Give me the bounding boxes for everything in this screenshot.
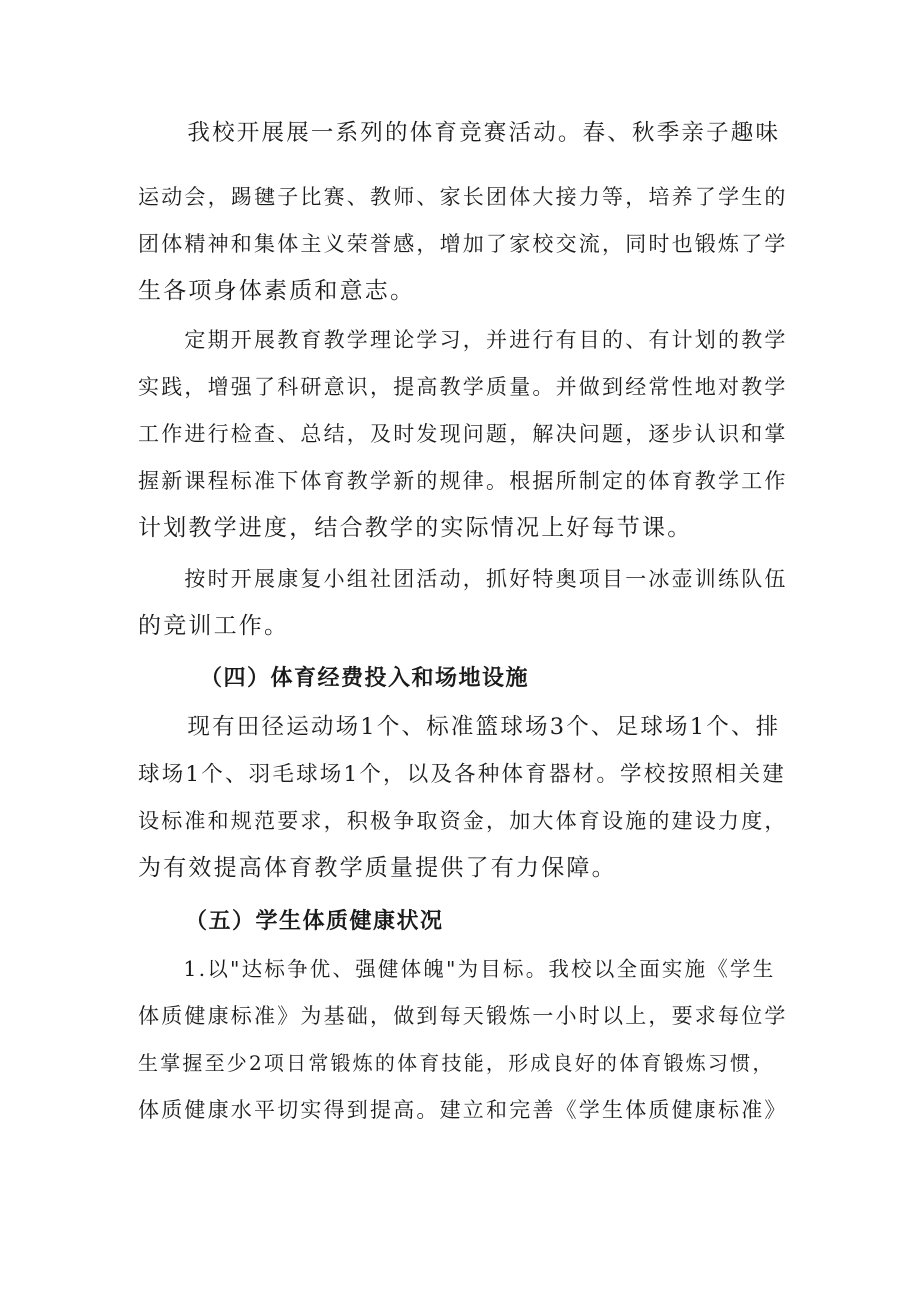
- section-heading-health: （五）学生体质健康状况: [185, 909, 444, 934]
- text-line: 1.以"达标争优、强健体魄"为目标。我校以全面实施《学生: [138, 957, 776, 981]
- text-line: 计划教学进度，结合教学的实际情况上好每节课。: [138, 515, 693, 541]
- text-line: 生各项身体素质和意志。: [138, 278, 416, 304]
- text-line: 我校开展展一系列的体育竞赛活动。春、秋季亲子趣味: [138, 120, 781, 146]
- section-heading-funding: （四）体育经费投入和场地设施: [200, 666, 530, 691]
- paragraph-health-standard: [138, 946, 788, 1134]
- text-line: 团体精神和集体主义荣誉感，增加了家校交流，同时也锻炼了学: [138, 232, 788, 256]
- text-line: 球场1个、羽毛球场1个，以及各种体育器材。学校按照相关建: [138, 762, 786, 787]
- text-line: 设标准和规范要求，积极争取资金，加大体育设施的建设力度，: [138, 809, 788, 833]
- text-line: 运动会，踢毽子比赛、教师、家长团体大接力等，培养了学生的: [138, 185, 788, 209]
- paragraph-rehab-club: [138, 556, 788, 650]
- text-line: 生掌握至少2项日常锻炼的体育技能，形成良好的体育锻炼习惯，: [138, 1051, 775, 1075]
- paragraph-facilities: [138, 704, 788, 892]
- text-line: 的竞训工作。: [138, 613, 290, 639]
- text-line: 现有田径运动场1个、标准篮球场3个、足球场1个、排: [138, 714, 781, 740]
- text-line: 定期开展教育教学理论学习，并进行有目的、有计划的教学: [138, 328, 788, 352]
- text-line: 工作进行检查、总结，及时发现问题，解决问题，逐步认识和掌: [138, 422, 788, 446]
- text-line: 体质健康水平切实得到提高。建立和完善《学生体质健康标准》: [138, 1098, 788, 1122]
- text-line: 实践，增强了科研意识，提高教学质量。并做到经常性地对教学: [138, 375, 788, 399]
- paragraph-competitions: [138, 174, 788, 315]
- text-line: 体质健康标准》为基础，做到每天锻炼一小时以上，要求每位学: [138, 1004, 788, 1028]
- paragraph-competitions-intro: [138, 110, 788, 157]
- text-line: 为有效提高体育教学质量提供了有力保障。: [138, 855, 617, 881]
- paragraph-teaching-research: [138, 317, 788, 552]
- text-line: 握新课程标准下体育教学新的规律。根据所制定的体育教学工作: [138, 469, 788, 493]
- text-line: 按时开展康复小组社团活动，抓好特奥项目一冰壶训练队伍: [138, 567, 788, 591]
